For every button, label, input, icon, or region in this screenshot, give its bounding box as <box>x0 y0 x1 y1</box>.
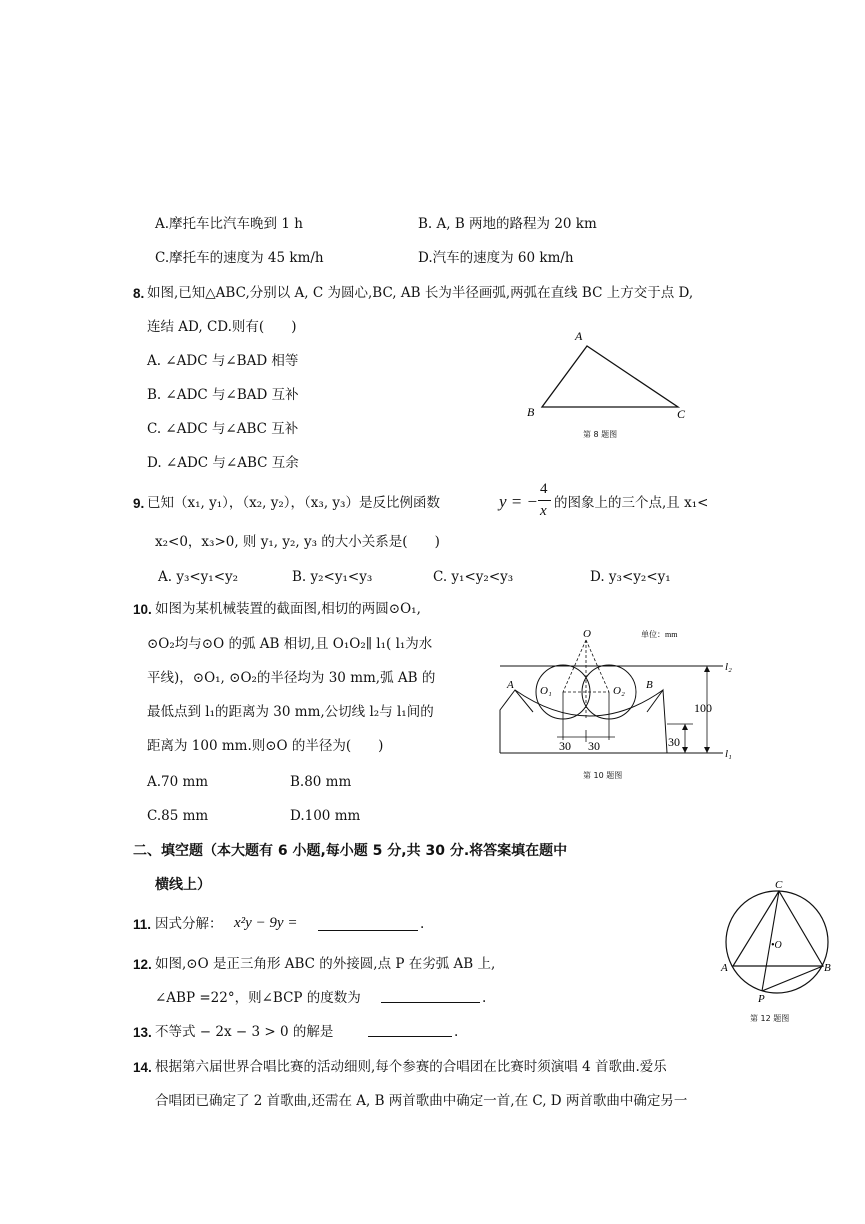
q12-stem-line2: ∠ABP =22°，则∠BCP 的度数为 <box>155 990 361 1006</box>
q12-label-o: •O <box>771 940 782 951</box>
q10-unit-label: 单位：mm <box>641 630 678 639</box>
q9-fraction-bar <box>538 500 551 501</box>
section2-heading: 二、填空题（本大题有 6 小题,每小题 5 分,共 30 分.将答案填在题中 <box>133 843 568 859</box>
q9-fraction-numerator: 4 <box>540 481 548 497</box>
q14-number: 14. <box>133 1060 152 1075</box>
q10-option-b: B.80 mm <box>290 774 352 790</box>
q10-stem-line2: ⊙O₂均与⊙O 的弧 AB 相切,且 O₁O₂∥ l₁( l₁为水 <box>147 636 433 652</box>
q13-end: . <box>454 1024 459 1040</box>
q12-label-c: C <box>775 879 783 891</box>
q10-option-a: A.70 mm <box>147 774 209 790</box>
q9-function-lhs: y = − <box>499 492 538 511</box>
q10-label-b: B <box>646 679 653 691</box>
q10-stem-line1: 如图为某机械装置的截面图,相切的两圆⊙O₁, <box>155 601 421 617</box>
q13-number: 13. <box>133 1025 152 1040</box>
q10-figure-caption: 第 10 题图 <box>583 771 623 780</box>
q12-label-b: B <box>824 962 831 974</box>
q13-answer-blank[interactable] <box>368 1024 452 1037</box>
q9-option-b: B. y₂<y₁<y₃ <box>292 569 373 585</box>
q10-dim-30-right: 30 <box>588 739 600 753</box>
q10-label-l2: l₂ <box>725 661 732 673</box>
q10-option-c: C.85 mm <box>147 808 209 824</box>
q12-figure-caption: 第 12 题图 <box>750 1014 790 1023</box>
q10-stem-line4: 最低点到 l₁的距离为 30 mm,公切线 l₂与 l₁间的 <box>147 704 434 720</box>
q11-end: . <box>420 916 425 932</box>
q11-number: 11. <box>133 917 152 932</box>
q8-stem-line1: 如图,已知△ABC,分别以 A, C 为圆心,BC, AB 长为半径画弧,两弧在直线 BC 上方交于点 D, <box>147 285 694 301</box>
q11-answer-blank[interactable] <box>318 918 418 931</box>
q10-label-o: O <box>583 628 591 640</box>
q10-label-o2: O₂ <box>613 685 625 697</box>
q11-expression: x²y − 9y = <box>234 915 298 931</box>
q13-text: 不等式 − 2x − 3 > 0 的解是 <box>155 1024 334 1040</box>
q7-option-b: B. A, B 两地的路程为 20 km <box>418 216 597 232</box>
q12-number: 12. <box>133 957 152 972</box>
q9-stem-line2: x₂<0，x₃>0, 则 y₁, y₂, y₃ 的大小关系是( ) <box>155 534 440 550</box>
q12-label-p: P <box>758 993 765 1005</box>
q8-label-b: B <box>527 405 535 419</box>
q10-option-d: D.100 mm <box>290 808 361 824</box>
q9-option-d: D. y₃<y₂<y₁ <box>590 569 671 585</box>
q10-number: 10. <box>133 602 152 617</box>
q8-number: 8. <box>133 286 145 301</box>
q8-option-a: A. ∠ADC 与∠BAD 相等 <box>147 353 299 369</box>
q8-option-d: D. ∠ADC 与∠ABC 互余 <box>147 455 299 471</box>
q10-label-a: A <box>507 679 514 691</box>
q14-stem-line1: 根据第六届世界合唱比赛的活动细则,每个参赛的合唱团在比赛时须演唱 4 首歌曲.爱乐 <box>155 1059 667 1075</box>
q10-dim-100: 100 <box>694 701 712 715</box>
q9-stem-line1b: 的图象上的三个点,且 x₁< <box>554 495 709 511</box>
q12-answer-blank[interactable] <box>381 990 480 1003</box>
q12-label-a: A <box>721 962 728 974</box>
q10-label-o1: O₁ <box>540 685 552 697</box>
q8-triangle-figure <box>520 325 700 445</box>
q10-stem-line5: 距离为 100 mm.则⊙O 的半径为( ) <box>147 738 384 754</box>
q8-label-c: C <box>677 407 686 421</box>
q8-stem-line2: 连结 AD, CD.则有( ) <box>147 319 297 335</box>
q8-option-c: C. ∠ADC 与∠ABC 互补 <box>147 421 299 437</box>
q10-mechanism-figure <box>495 620 745 765</box>
q7-option-a: A.摩托车比汽车晚到 1 h <box>155 216 303 232</box>
section2-heading-cont: 横线上） <box>155 877 211 893</box>
q9-option-a: A. y₃<y₁<y₂ <box>158 569 239 585</box>
q9-option-c: C. y₁<y₂<y₃ <box>433 569 514 585</box>
q14-stem-line2: 合唱团已确定了 2 首歌曲,还需在 A, B 两首歌曲中确定一首,在 C, D 两首歌曲中确定另一 <box>155 1093 688 1109</box>
q9-number: 9. <box>133 496 145 511</box>
q11-text: 因式分解： <box>155 916 223 932</box>
q9-fraction-denominator: x <box>540 503 547 519</box>
q8-option-b: B. ∠ADC 与∠BAD 互补 <box>147 387 299 403</box>
q12-stem-line1: 如图,⊙O 是正三角形 ABC 的外接圆,点 P 在劣弧 AB 上, <box>155 956 496 972</box>
q8-label-a: A <box>575 329 583 343</box>
q9-stem-line1a: 已知（x₁, y₁），（x₂, y₂），（x₃, y₃）是反比例函数 <box>147 495 440 511</box>
q10-dim-30-vertical: 30 <box>668 735 680 749</box>
q10-dim-30-left: 30 <box>559 739 571 753</box>
q12-circle-figure <box>720 878 845 1003</box>
q7-option-d: D.汽车的速度为 60 km/h <box>418 250 574 266</box>
q10-label-l1: l₁ <box>725 748 732 760</box>
q10-stem-line3: 平线)，⊙O₁, ⊙O₂的半径均为 30 mm,弧 AB 的 <box>147 670 436 686</box>
q8-figure-caption: 第 8 题图 <box>583 430 618 439</box>
q12-end: . <box>482 990 487 1006</box>
q7-option-c: C.摩托车的速度为 45 km/h <box>155 250 324 266</box>
